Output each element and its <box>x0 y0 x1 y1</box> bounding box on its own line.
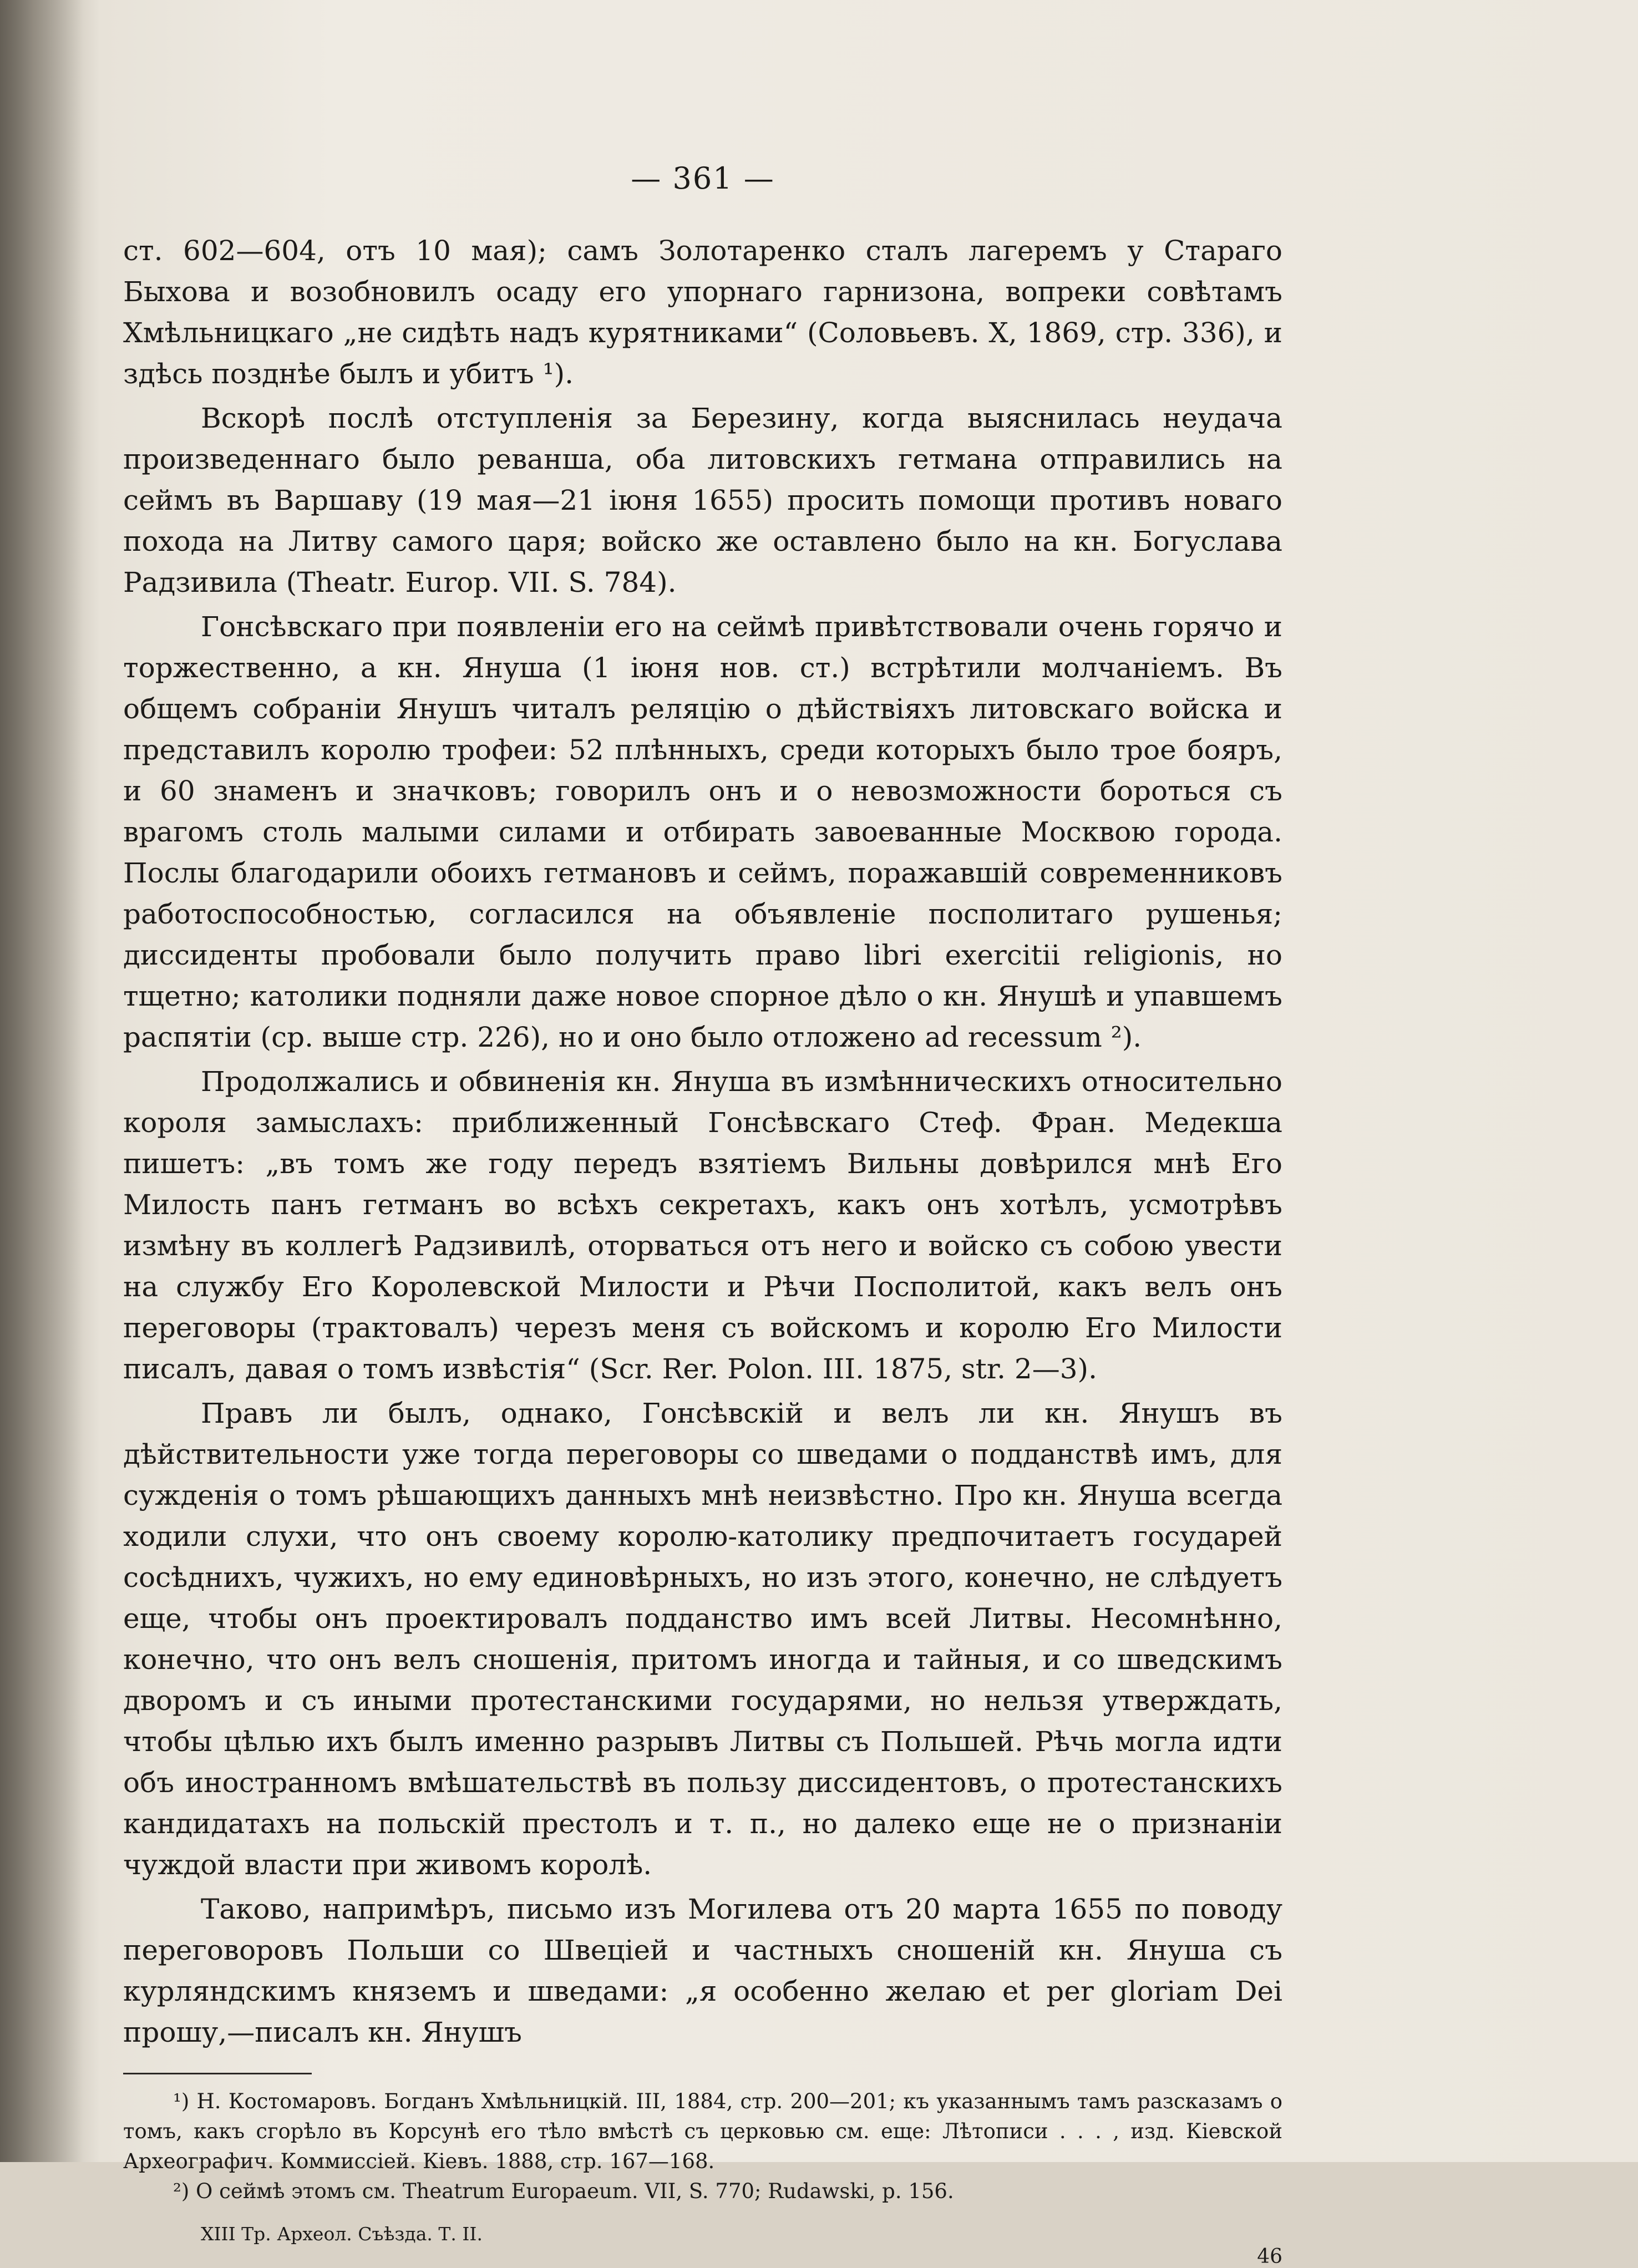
paragraph-4: Продолжались и обвиненія кн. Януша въ измѣнническихъ относительно короля замыслахъ: приближенный Гонсѣвскаго Стеф. Фран. Медекша пишетъ: „въ томъ же году передъ взятіемъ Вильны довѣрился мнѣ Его Милость панъ гетманъ во всѣхъ секретахъ, какъ онъ хотѣлъ, усмотрѣвъ измѣну въ коллегѣ Радзивилѣ, оторваться отъ него и войско съ собою увести на службу Его Королевской Милости и Рѣчи Посполитой, какъ велъ онъ переговоры (трактовалъ) черезъ меня съ войскомъ и королю Его Милости писалъ, давая о томъ извѣстія“ (Scr. Rer. Polon. III. 1875, str. 2—3). <box>123 1065 1282 1385</box>
paragraph-3: Гонсѣвскаго при появленіи его на сеймѣ привѣтствовали очень горячо и торжественно, а кн. Януша (1 іюня нов. ст.) встрѣтили молчаніемъ. Въ общемъ собраніи Янушъ читалъ реляцію о дѣйствіяхъ литовскаго войска и представилъ королю трофеи: 52 плѣнныхъ, среди которыхъ было трое бояръ, и 60 знаменъ и значковъ; говорилъ онъ и о невозможности бороться съ врагомъ столь малыми силами и отбирать завоеванные Москвою города. Послы благодарили обоихъ гетмановъ и сеймъ, поражавшій современниковъ работоспособностью, согласился на объявленіе посполитаго рушенья; диссиденты пробовали было получить право libri exercitii religionis, но тщетно; католики подняли даже новое спорное дѣло о кн. Янушѣ и упавшемъ распятіи (ср. выше стр. 226), но и оно было отложено ad recessum ²). <box>123 611 1282 1053</box>
footnote-1: ¹) Н. Костомаровъ. Богданъ Хмѣльницкій. III, 1884, стр. 200—201; къ указаннымъ тамъ разсказамъ о томъ, какъ сгорѣло въ Корсунѣ его тѣло вмѣстѣ съ церковью см. еще: Лѣтописи . . . , изд. Кіевской Археографич. Коммиссіей. Кіевъ. 1888, стр. 167—168. <box>123 2089 1282 2173</box>
sheet-number: 46 <box>1257 2245 1282 2268</box>
binding-shadow <box>0 0 83 2162</box>
footnote-2: ²) О сеймѣ этомъ см. Theatrum Europaeum. VII, S. 770; Rudawski, p. 156. <box>173 2179 954 2203</box>
paragraph-6: Таково, напримѣръ, письмо изъ Могилева отъ 20 марта 1655 по поводу переговоровъ Польши со Швеціей и частныхъ сношеній кн. Януша съ курляндскимъ княземъ и шведами: „я особенно желаю et per gloriam Dei прошу,—писалъ кн. Янушъ <box>123 1893 1282 2048</box>
page-footer <box>123 2223 1282 2268</box>
printer-signature: XIII Тр. Археол. Съѣзда. Т. II. <box>201 2223 483 2245</box>
paragraph-5: Правъ ли былъ, однако, Гонсѣвскій и велъ ли кн. Янушъ въ дѣйствительности уже тогда переговоры со шведами о подданствѣ имъ, для сужденія о томъ рѣшающихъ данныхъ мнѣ неизвѣстно. Про кн. Януша всегда ходили слухи, что онъ своему королю-католику предпочитаетъ государей сосѣднихъ, чужихъ, но ему единовѣрныхъ, но изъ этого, конечно, не слѣдуетъ еще, чтобы онъ проектировалъ подданство имъ всей Литвы. Несомнѣнно, конечно, что онъ велъ сношенія, притомъ иногда и тайныя, и со шведскимъ дворомъ и съ иными протестанскими государями, но нельзя утверждать, чтобы цѣлью ихъ былъ именно разрывъ Литвы съ Польшей. Рѣчь могла идти объ иностранномъ вмѣшательствѣ въ пользу диссидентовъ, о протестанскихъ кандидатахъ на польскій престолъ и т. п., но далеко еще не о признаніи чуждой власти при живомъ королѣ. <box>123 1397 1282 1881</box>
footnote-divider <box>123 2073 312 2074</box>
paragraph-2: Вскорѣ послѣ отступленія за Березину, когда выяснилась неудача произведеннаго было реванша, оба литовскихъ гетмана отправились на сеймъ въ Варшаву (19 мая—21 іюня 1655) просить помощи противъ новаго похода на Литву самого царя; войско же оставлено было на кн. Богуслава Радзивила (Theatr. Europ. VII. S. 784). <box>123 402 1282 598</box>
paragraph-1: ст. 602—604, отъ 10 мая); самъ Золотаренко сталъ лагеремъ у Стараго Быхова и возобновилъ осаду его упорнаго гарнизона, вопреки совѣтамъ Хмѣльницкаго „не сидѣть надъ курятниками“ (Соловьевъ. X, 1869, стр. 336), и здѣсь позднѣе былъ и убитъ ¹). <box>123 235 1282 390</box>
text-block <box>123 161 1282 2268</box>
page-number: — 361 — <box>631 161 775 196</box>
